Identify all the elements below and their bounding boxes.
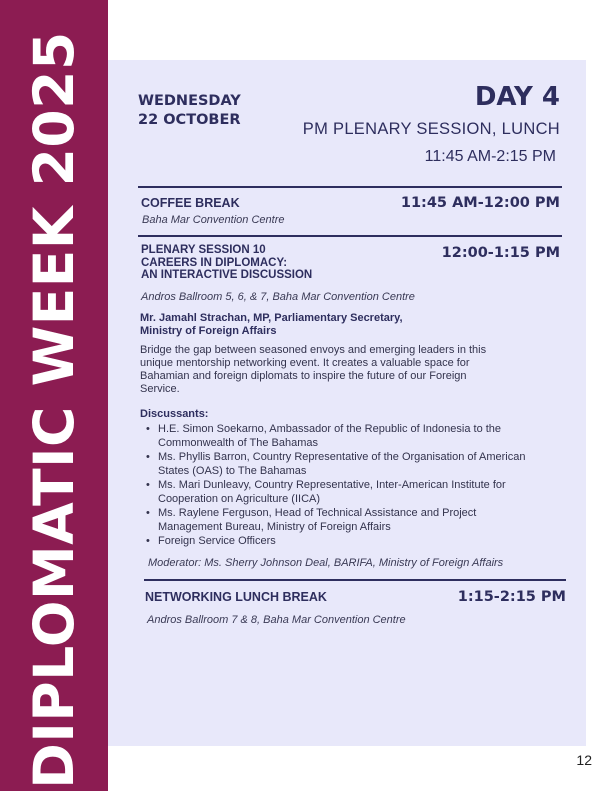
plenary-title-line: CAREERS IN DIPLOMACY: bbox=[141, 256, 288, 269]
description-line: unique mentorship networking event. It creates a valuable space for bbox=[140, 357, 470, 369]
description-line: Bridge the gap between seasoned envoys and emerging leaders in this bbox=[140, 344, 487, 356]
discussants-list bbox=[140, 422, 586, 548]
list-item: • Foreign Service Officers bbox=[158, 534, 586, 548]
speaker-line: Ministry of Foreign Affairs bbox=[140, 325, 277, 337]
page-number: 12 bbox=[576, 752, 592, 768]
coffee-location: Baha Mar Convention Centre bbox=[142, 214, 285, 226]
description bbox=[140, 344, 486, 396]
coffee-time: 11:45 AM-12:00 PM bbox=[400, 195, 560, 211]
date-block bbox=[138, 92, 241, 130]
weekday: WEDNESDAY bbox=[138, 93, 241, 109]
lunch-title: NETWORKING LUNCH BREAK bbox=[145, 590, 327, 604]
event-title: DIPLOMATIC WEEK 2025 bbox=[22, 31, 86, 789]
description-line: Bahamian and foreign diplomats to inspire the future of our Foreign bbox=[140, 370, 467, 382]
list-item: • H.E. Simon Soekarno, Ambassador of the Republic of Indonesia to the Commonwealth of The Bahamas bbox=[158, 422, 586, 450]
plenary-title-line: PLENARY SESSION 10 bbox=[141, 244, 266, 256]
date: 22 OCTOBER bbox=[138, 112, 241, 128]
list-item: • Ms. Mari Dunleavy, Country Representative, Inter-American Institute for Cooperation on Agriculture (IICA) bbox=[158, 478, 586, 506]
description-line: Service. bbox=[140, 383, 180, 395]
speaker-line: Mr. Jamahl Strachan, MP, Parliamentary Secretary, bbox=[140, 312, 403, 324]
divider bbox=[138, 235, 562, 237]
divider bbox=[138, 186, 562, 188]
day-label: DAY 4 bbox=[474, 82, 560, 112]
plenary-location: Andros Ballroom 5, 6, & 7, Baha Mar Convention Centre bbox=[141, 291, 415, 303]
sidebar-band bbox=[0, 0, 108, 791]
lunch-location: Andros Ballroom 7 & 8, Baha Mar Convention Centre bbox=[147, 614, 406, 626]
coffee-title: COFFEE BREAK bbox=[141, 196, 240, 210]
plenary-title-line: AN INTERACTIVE DISCUSSION bbox=[141, 269, 313, 281]
lunch-time: 1:15-2:15 PM bbox=[457, 589, 566, 605]
list-item: • Ms. Raylene Ferguson, Head of Technical Assistance and Project Management Bureau, Ministry of Foreign Affairs bbox=[158, 506, 586, 534]
list-item: • Ms. Phyllis Barron, Country Representative of the Organisation of American States (OAS) to The Bahamas bbox=[158, 450, 586, 478]
session-label: PM PLENARY SESSION, LUNCH bbox=[302, 120, 560, 138]
speaker bbox=[140, 312, 403, 338]
plenary-title bbox=[141, 244, 312, 282]
divider bbox=[144, 579, 566, 581]
discussants-label: Discussants: bbox=[140, 408, 209, 420]
plenary-time: 12:00-1:15 PM bbox=[441, 245, 560, 261]
session-time: 11:45 AM-2:15 PM bbox=[424, 148, 556, 165]
moderator: Moderator: Ms. Sherry Johnson Deal, BARIFA, Ministry of Foreign Affairs bbox=[148, 557, 504, 569]
